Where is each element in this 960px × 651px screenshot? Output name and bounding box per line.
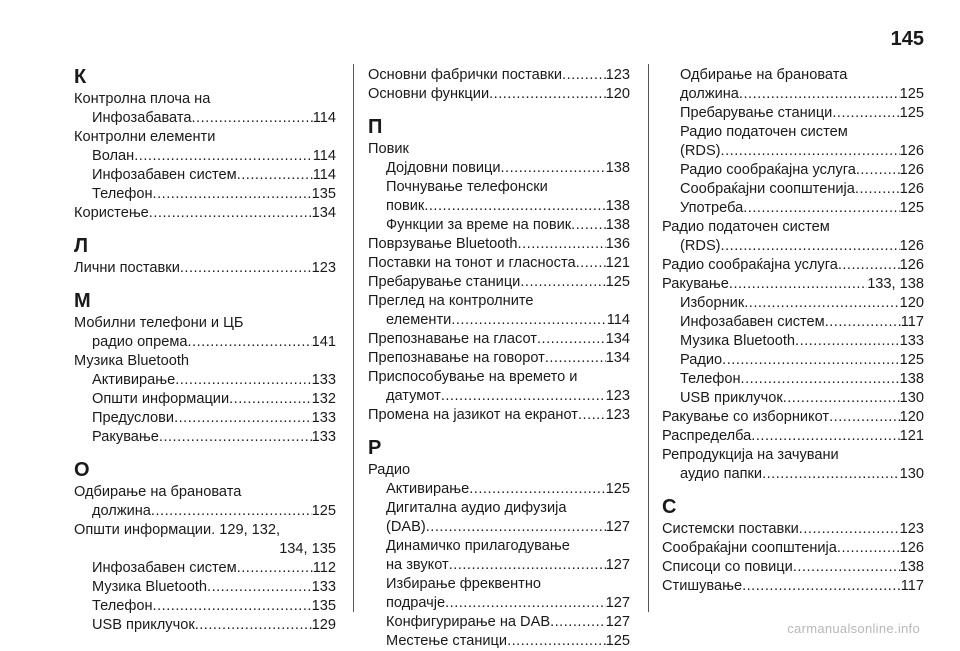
index-page-ref: 133 [899,333,924,349]
index-entry-text: повик [386,198,425,214]
index-entry-text: Ракување со изборникот [662,409,830,425]
index-entry-text: Стишување [662,578,743,594]
index-subentry [74,147,336,166]
index-entry-text: Општи информации [92,391,230,407]
index-letter-heading: О [74,459,90,481]
index-entry-text: Музика Bluetooth [92,579,208,595]
index-entry-heading: Контролна плоча на [74,91,211,107]
index-subentry [368,216,630,235]
index-entry-heading: Радио податочен систем [680,124,848,140]
leader-dots [149,204,312,223]
index-entry-heading: Приспособување на времето и [368,369,578,385]
index-entry-heading: Контролни елементи [74,129,216,145]
index-entry-heading: Радио [368,462,411,478]
leader-dots [799,520,900,539]
index-subentry [368,197,630,216]
index-subentry [368,518,630,537]
leader-dots [742,577,901,596]
index-entry [662,577,924,596]
index-letter-heading: П [368,116,383,138]
index-entry [368,235,630,254]
index-page-ref: 120 [899,409,924,425]
index-column-1 [74,66,336,635]
index-subentry [74,166,336,185]
index-page-ref: 133 [311,429,336,445]
index-page-ref: 123 [899,521,924,537]
leader-dots [783,389,900,408]
leader-dots [721,237,900,256]
leader-dots [741,370,900,389]
index-entry-text: Инфозабавен систем [92,560,237,576]
leader-dots [445,594,606,613]
index-entry-text: USB приклучок [92,617,195,633]
index-page-ref: 138 [605,198,630,214]
index-entry-heading: Динамичко прилагодување [386,538,570,554]
index-page-ref: 121 [899,428,924,444]
index-entry [74,259,336,278]
index-subentry [662,389,924,408]
index-page-ref: 126 [899,143,924,159]
leader-dots [537,330,606,349]
index-page-ref: 125 [311,503,336,519]
index-entry-text: Радио сообраќајна услуга [680,162,856,178]
leader-dots [449,556,606,575]
index-column-3 [662,66,924,596]
leader-dots [153,597,312,616]
index-subentry [368,311,630,330]
index-page-ref: 125 [899,86,924,102]
index-page-ref: 112 [312,560,336,576]
index-entry-text: Инфозабавата [92,110,192,126]
index-column-2 [368,66,630,651]
index-page-ref: 125 [899,105,924,121]
index-page-ref: 114 [312,148,336,164]
index-entry-text: Промена на јазикот на екранот [368,407,578,423]
leader-dots [424,197,605,216]
leader-dots [545,349,606,368]
index-entry-text: должина [680,86,739,102]
index-subentry [662,104,924,123]
index-letter-heading: Л [74,235,89,257]
index-page-ref: 134 [311,205,336,221]
leader-dots [237,166,313,185]
index-page-ref: 125 [605,274,630,290]
leader-dots [751,427,899,446]
index-entry-text: Предуслови [92,410,175,426]
leader-dots [829,408,900,427]
index-letter-heading: К [74,66,87,88]
index-entry-heading: Радио податочен систем [662,219,830,235]
index-entry [368,330,630,349]
index-page-ref: 132 [311,391,336,407]
index-subentry [74,597,336,616]
index-page-ref: 134 [605,350,630,366]
index-entry-text: Употреба [680,200,744,216]
index-entry-text: Пребарување станици [680,105,833,121]
index-entry-text: Телефон [92,186,153,202]
index-entry-heading: Мобилни телефони и ЦБ [74,315,244,331]
index-entry-text: Ракување [662,276,729,292]
index-page-ref: 127 [605,614,630,630]
index-page-ref: 138 [899,371,924,387]
index-entry [368,254,630,273]
index-entry-heading: Музика Bluetooth [74,353,190,369]
index-subentry [74,390,336,409]
index-entry-text: Основни функции [368,86,490,102]
index-entry-heading: Дигитална аудио дифузија [386,500,567,516]
index-entry-text: Телефон [680,371,741,387]
leader-dots [576,254,606,273]
leader-dots [793,558,900,577]
index-page-ref: 133 [311,410,336,426]
leader-dots [729,275,867,294]
leader-dots [174,409,312,428]
index-entry-text: Инфозабавен систем [680,314,825,330]
index-page-ref: 120 [605,86,630,102]
index-letter-heading: Р [368,437,382,459]
index-entry-text: Пребарување станици [368,274,521,290]
index-page-ref: 117 [900,314,924,330]
index-page-ref: 127 [605,595,630,611]
index-page-ref: 126 [899,238,924,254]
leader-dots [762,465,900,484]
index-page-ref: 133 [311,579,336,595]
index-entry [662,256,924,275]
leader-dots [795,332,900,351]
leader-dots [153,185,312,204]
index-entry [368,273,630,292]
index-page-ref: 126 [899,540,924,556]
index-subentry [74,578,336,597]
index-entry-text: елементи [386,312,452,328]
leader-dots [469,480,605,499]
index-entry [368,85,630,104]
index-entry-heading: Повик [368,141,409,157]
index-entry-heading: Одбирање на брановата [74,484,242,500]
index-entry-heading: Избирање фреквентно [386,576,542,592]
index-page-ref: 123 [605,407,630,423]
index-entry [662,539,924,558]
index-entry-text: Местење станици [386,633,508,649]
leader-dots [856,161,900,180]
index-page-ref: 120 [899,295,924,311]
index-subentry [74,409,336,428]
index-entry-text: Користење [74,205,149,221]
index-entry-text: Инфозабавен систем [92,167,237,183]
index-entry-text: Активирање [92,372,176,388]
leader-dots [721,142,900,161]
index-entry [368,349,630,368]
index-page-ref: 125 [899,352,924,368]
leader-dots [180,259,312,278]
index-entry-text: Системски поставки [662,521,799,537]
index-entry-text: (RDS) [680,238,721,254]
leader-dots [744,294,899,313]
index-subentry [662,370,924,389]
index-page-ref: 135 [311,598,336,614]
index-page-ref: 127 [605,519,630,535]
leader-dots [520,273,605,292]
index-subentry [368,159,630,178]
index-entry-text: Сообраќајни соопштенија [680,181,855,197]
leader-dots [151,502,312,521]
index-entry-text: (RDS) [680,143,721,159]
leader-dots [187,333,311,352]
index-letter-heading: М [74,290,91,312]
index-entry-text: USB приклучок [680,390,783,406]
leader-dots [451,311,606,330]
index-page-ref: 130 [899,466,924,482]
index-entry-text: Препознавање на гласот [368,331,537,347]
index-page-ref: 123 [605,388,630,404]
page-number: 145 [890,28,924,50]
index-page-ref: 138 [899,559,924,575]
index-page-ref: 114 [606,312,630,328]
index-page-ref: 127 [605,557,630,573]
leader-dots [191,109,312,128]
index-page-ref: 135 [311,186,336,202]
leader-dots [855,180,900,199]
index-subentry [368,480,630,499]
index-entry-text: Изборник [680,295,745,311]
index-entry-text: подрачје [386,595,446,611]
index-entry-text: радио опрема [92,334,188,350]
index-entry [662,275,924,294]
index-subentry [74,371,336,390]
index-entry-text: Сообраќајни соопштенија [662,540,837,556]
index-subentry [662,199,924,218]
index-entry-text: Поставки на тонот и гласноста [368,255,576,271]
index-subentry [368,613,630,632]
index-page-ref: 138 [605,217,630,233]
leader-dots [743,199,899,218]
leader-dots [550,613,606,632]
index-entry [662,558,924,577]
index-entry-pages: 134, 135 [279,541,336,557]
index-entry-text: Распределба [662,428,752,444]
leader-dots [722,351,899,370]
index-subentry [368,594,630,613]
index-entry-text: Дојдовни повици [386,160,501,176]
leader-dots [562,66,606,85]
index-page-ref: 117 [900,578,924,594]
index-page-ref: 136 [605,236,630,252]
index-subentry [74,428,336,447]
index-subentry [662,313,924,332]
index-entry-text: Музика Bluetooth [680,333,796,349]
index-subentry [662,85,924,104]
index-page-ref: 133 [311,372,336,388]
index-subentry [368,556,630,575]
leader-dots [134,147,313,166]
leader-dots [441,387,606,406]
leader-dots [195,616,312,635]
leader-dots [578,406,606,425]
footer-watermark: carmanualsonline.info [787,621,920,636]
index-entry-text: Телефон [92,598,153,614]
index-entry-heading: Преглед на контролните [368,293,534,309]
index-entry [662,427,924,446]
leader-dots [571,216,605,235]
leader-dots [832,104,899,123]
leader-dots [501,159,606,178]
leader-dots [489,85,606,104]
index-subentry [662,142,924,161]
index-entry [368,406,630,425]
index-entry-text: аудио папки [680,466,763,482]
index-page-ref: 125 [605,481,630,497]
index-subentry [662,237,924,256]
leader-dots [237,559,313,578]
index-page-ref: 129 [311,617,336,633]
leader-dots [175,371,311,390]
index-entry-text: датумот [386,388,441,404]
index-entry-text: Конфигурирање на DAB [386,614,551,630]
index-entry-text: Поврзување Bluetooth [368,236,518,252]
index-entry-text: Препознавање на говорот [368,350,545,366]
index-subentry [74,109,336,128]
leader-dots [426,518,606,537]
leader-dots [739,85,900,104]
index-entry-heading: Репродукција на зачувани [662,447,839,463]
index-page-ref: 123 [311,260,336,276]
index-subentry [74,333,336,352]
index-subentry [662,161,924,180]
index-subentry [74,502,336,521]
index-entry-heading: Почнување телефонски [386,179,548,195]
index-entry-text: Функции за време на повик [386,217,572,233]
index-page-ref: 125 [899,200,924,216]
index-entry-text: Волан [92,148,135,164]
index-entry [662,520,924,539]
index-entry-text: Радио [680,352,723,368]
leader-dots [838,256,900,275]
index-subentry [74,559,336,578]
leader-dots [207,578,312,597]
index-entry-text: Лични поставки [74,260,180,276]
index-page-ref: 133, 138 [867,276,924,292]
index-entry-text: на звукот [386,557,449,573]
leader-dots [825,313,901,332]
index-page-ref: 134 [605,331,630,347]
index-page-ref: 138 [605,160,630,176]
index-page-ref: 126 [899,257,924,273]
index-subentry [74,616,336,635]
index-subentry [662,351,924,370]
index-entry [662,408,924,427]
index-entry-text: должина [92,503,151,519]
index-entry [74,204,336,223]
leader-dots [837,539,900,558]
index-page-ref: 123 [605,67,630,83]
index-entry [368,66,630,85]
column-divider [353,64,354,612]
index-entry-text: Основни фабрички поставки [368,67,563,83]
index-entry-heading: Одбирање на брановата [680,67,848,83]
index-subentry [368,387,630,406]
index-entry-text: Списоци со повици [662,559,793,575]
index-entry-text: Радио сообраќајна услуга [662,257,838,273]
leader-dots [159,428,312,447]
index-entry-text: Ракување [92,429,159,445]
index-page-ref: 114 [312,110,336,126]
leader-dots [518,235,606,254]
index-letter-heading: С [662,496,677,518]
index-page-ref: 141 [311,334,336,350]
index-page-ref: 125 [605,633,630,649]
index-page-ref: 130 [899,390,924,406]
index-entry-heading: Општи информации. 129, 132, [74,522,281,538]
index-page-ref: 126 [899,181,924,197]
index-subentry [662,294,924,313]
index-subentry [662,180,924,199]
column-divider [648,64,649,612]
index-page-ref: 114 [312,167,336,183]
index-subentry [662,465,924,484]
index-page-ref: 126 [899,162,924,178]
index-page-ref: 121 [605,255,630,271]
index-subentry [74,185,336,204]
index-entry-text: Активирање [386,481,470,497]
index-entry-text: (DAB) [386,519,426,535]
leader-dots [229,390,312,409]
index-subentry [662,332,924,351]
